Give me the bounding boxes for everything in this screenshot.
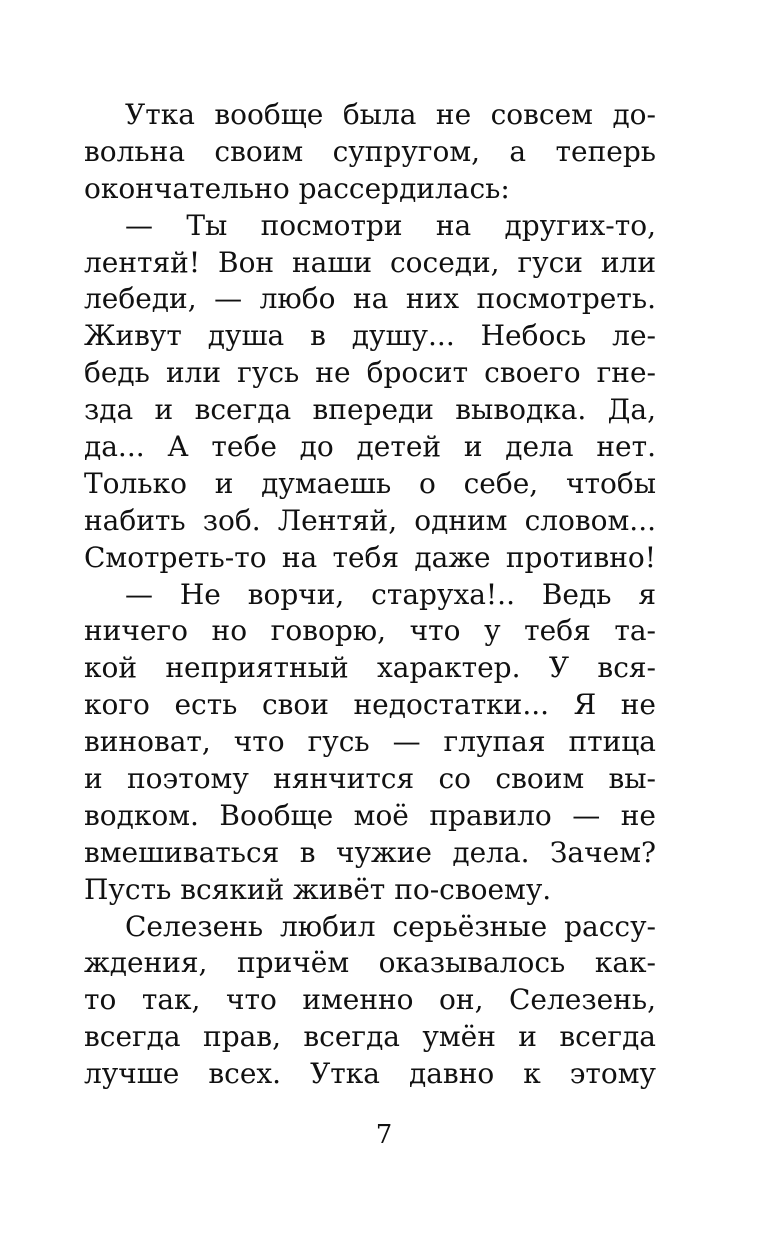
text-line: лебеди, — любо на них посмотреть. [84,282,656,316]
paragraph-3 [84,577,656,909]
text-line: ждения, причём оказывалось как- [84,946,656,980]
text-line: кой неприятный характер. У вся- [84,651,656,685]
text-line: водком. Вообще моё правило — не [84,798,656,832]
text-line: вмешиваться в чужие дела. Зачем? [84,835,656,869]
text-line: окончательно рассердилась: [84,171,510,205]
text-line: бедь или гусь не бросит своего гне- [84,356,656,390]
paragraph-4 [84,909,656,1093]
book-page-text [84,97,656,1093]
text-line: Пусть всякий живёт по-своему. [84,872,552,906]
text-line: Живут душа в душу... Небось ле- [84,319,656,353]
text-line: Только и думаешь о себе, чтобы [84,466,656,500]
text-line: кого есть свои недостатки... Я не [84,688,656,722]
text-line: вольна своим супругом, а теперь [84,134,656,168]
text-line: Утка вообще была не совсем до- [125,98,656,131]
paragraph-1 [84,97,656,208]
text-line: — Ты посмотри на других-то, [125,208,656,242]
text-line: лентяй! Вон наши соседи, гуси или [84,245,656,279]
text-line: — Не ворчи, старуха!.. Ведь я [125,577,656,611]
text-line: набить зоб. Лентяй, одним словом... [84,503,656,537]
text-line: то так, что именно он, Селезень, [84,983,656,1017]
text-line: зда и всегда впереди выводка. Да, [84,393,656,427]
page-number: 7 [375,1120,393,1150]
text-line: Смотреть-то на тебя даже противно! [84,540,656,574]
text-line: Селезень любил серьёзные рассу- [125,909,656,943]
text-line: лучше всех. Утка давно к этому [84,1057,656,1091]
text-line: и поэтому нянчится со своим вы- [84,762,656,796]
text-line: виноват, что гусь — глупая птица [84,725,656,759]
text-line: да... А тебе до детей и дела нет. [84,430,656,464]
text-line: всегда прав, всегда умён и всегда [84,1020,656,1054]
paragraph-2 [84,208,656,577]
text-line: ничего но говорю, что у тебя та- [84,614,656,648]
